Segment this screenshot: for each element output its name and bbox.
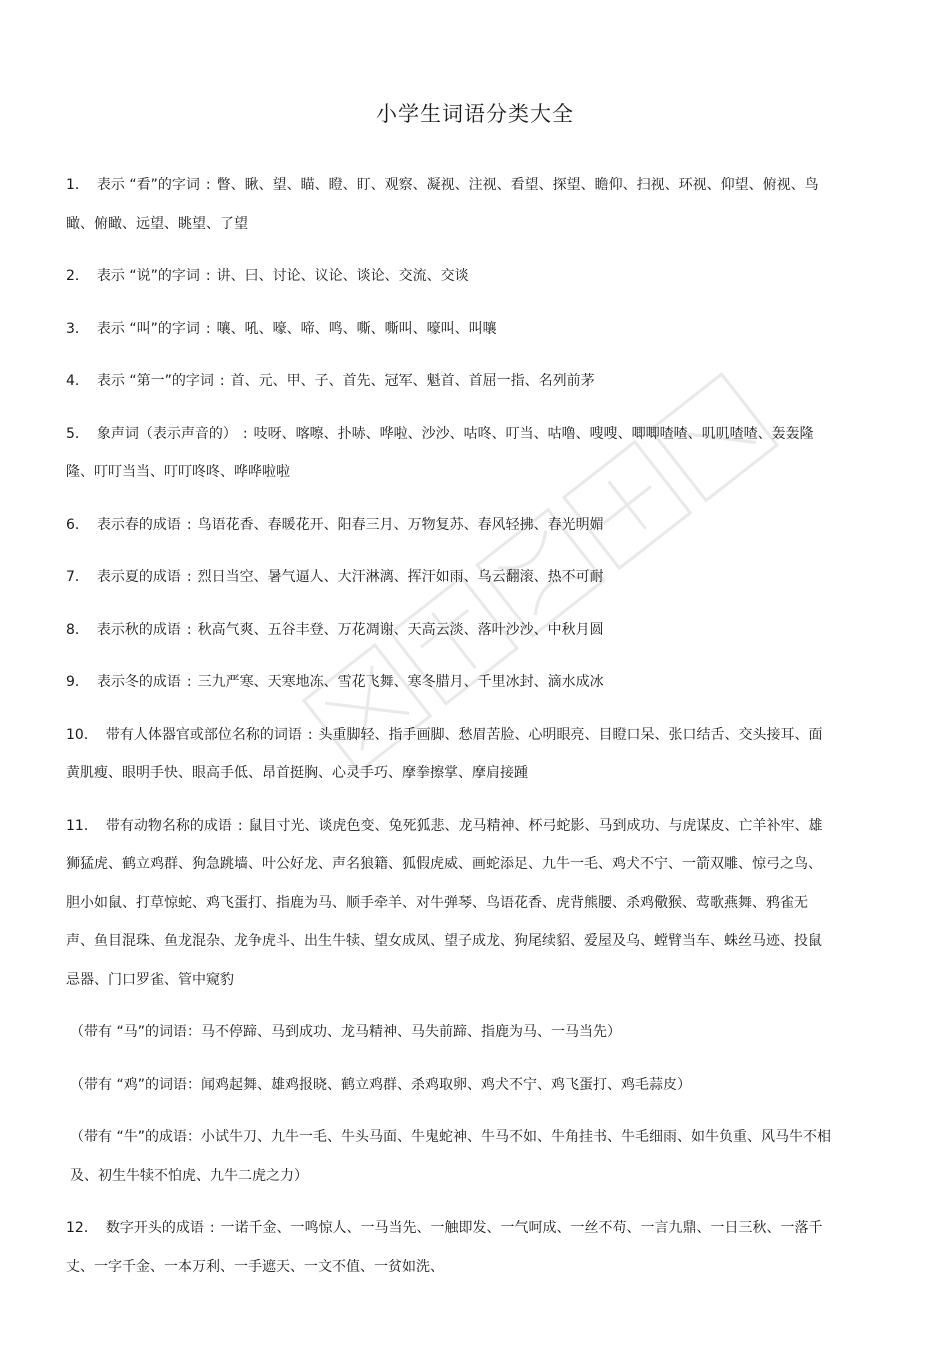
item-text: 吱呀、喀嚓、扑哧、哗啦、沙沙、咕咚、叮当、咕噜、嗖嗖、唧唧喳喳、叽叽喳喳、轰轰隆隆、叮叮当当、叮叮咚咚、哗哗啦啦 [66,425,814,480]
item-text: 嚷、吼、嚎、啼、鸣、嘶、嘶叫、嚎叫、叫嚷 [216,320,497,337]
item-text: 讲、曰、讨论、议论、谈论、交流、交谈 [216,268,469,284]
item-number: 11． [66,817,98,834]
item-text: 头重脚轻、指手画脚、愁眉苦脸、心明眼亮、目瞪口呆、张口结舌、交头接耳、面黄肌瘦、眼明手快、眼高手低、昂首挺胸、心灵手巧、摩拳擦掌、摩肩接踵 [66,726,823,781]
item-number: 7． [66,569,89,585]
sub-note: （带有 “马”的词语：马不停蹄、马到成功、龙马精神、马失前蹄、指鹿为马、一马当先） [70,1024,621,1040]
list-item: 7． 表示夏的成语 : 烈日当空、暑气逼人、大汗淋漓、挥汗如雨、乌云翻滚、热不可耐 [66,569,604,585]
item-label: 表示冬的成语 [96,674,181,690]
item-number: 8． [66,621,89,638]
list-item: 2． 表示 “说”的字词 : 讲、曰、讨论、议论、谈论、交流、交谈 [66,268,469,284]
item-label: 表示 “说”的字词 [96,268,200,284]
item-text: 三九严寒、天寒地冻、雪花飞舞、寒冬腊月、千里冰封、滴水成冰 [197,674,604,690]
item-label: 数字开头的成语 [105,1220,204,1236]
list-item: 12． 数字开头的成语 : 一诺千金、一鸣惊人、一马当先、一触即发、一气呵成、一丝不苟、一言九鼎、一日三秋、一落千丈、一字千金、一本万利、一手遮天、一文不值、一贫如洗、 [66,1220,823,1275]
sub-note: （带有 “鸡”的词语：闻鸡起舞、雄鸡报晓、鹤立鸡群、杀鸡取卵、鸡犬不宁、鸡飞蛋打、鸡毛蒜皮） [70,1076,691,1093]
list-item: 8． 表示秋的成语 : 秋高气爽、五谷丰登、万花凋谢、天高云淡、落叶沙沙、中秋月圆 [66,621,604,638]
item-label: 表示夏的成语 [96,569,181,585]
item-number: 12． [66,1220,98,1236]
item-label: 带有动物名称的成语 [105,817,232,834]
item-text: 鼠目寸光、谈虎色变、兔死狐悲、龙马精神、杯弓蛇影、马到成功、与虎谋皮、亡羊补牢、雄狮猛虎、鹤立鸡群、狗急跳墙、叶公好龙、声名狼籍、狐假虎威、画蛇添足、九牛一毛、鸡犬不宁、一箭双雕、惊弓之鸟、胆小如鼠、打草惊蛇、鸡飞蛋打、指鹿为马、顺手牵羊、对牛弹琴、鸟语花香、虎背熊腰、杀鸡儆猴、莺歌燕舞、鸦雀无声、鱼目混珠、鱼龙混杂、龙争虎斗、出生牛犊、望女成凤、望子成龙、狗尾续貂、爱屋及乌、螳臂当车、蛛丝马迹、投鼠忌器、门口罗雀、管中窥豹 [66,817,823,988]
item-text: 鸟语花香、春暖花开、阳春三月、万物复苏、春风轻拂、春光明媚 [197,516,604,533]
content-body [66,166,834,1300]
item-text: 一诺千金、一鸣惊人、一马当先、一触即发、一气呵成、一丝不苟、一言九鼎、一日三秋、一落千丈、一字千金、一本万利、一手遮天、一文不值、一贫如洗、 [66,1220,823,1275]
item-label: 表示 “看”的字词 [96,177,200,193]
list-item: 3． 表示 “叫”的字词 : 嚷、吼、嚎、啼、鸣、嘶、嘶叫、嚎叫、叫嚷 [66,320,497,337]
item-text: 烈日当空、暑气逼人、大汗淋漓、挥汗如雨、乌云翻滚、热不可耐 [197,569,604,585]
list-item: 9． 表示冬的成语 : 三九严寒、天寒地冻、雪花飞舞、寒冬腊月、千里冰封、滴水成冰 [66,674,604,690]
item-label: 表示 “第一”的字词 [96,373,214,389]
page-title: 小学生词语分类大全 [376,102,574,126]
list-item: 1． 表示 “看”的字词 : 瞥、瞅、望、瞄、瞪、盯、观察、凝视、注视、看望、探望、瞻仰、扫视、环视、仰望、俯视、鸟瞰、俯瞰、远望、眺望、了望 [66,177,819,232]
item-number: 3． [66,320,89,337]
list-item: 4． 表示 “第一”的字词 : 首、元、甲、子、首先、冠军、魁首、首屈一指、名列前茅 [66,373,595,389]
item-number: 5． [66,425,89,442]
item-label: 表示 “叫”的字词 [96,320,200,337]
item-number: 1． [66,177,89,193]
item-label: 表示春的成语 [96,516,181,533]
list-item: 10． 带有人体器官或部位名称的词语 : 头重脚轻、指手画脚、愁眉苦脸、心明眼亮、目瞪口呆、张口结舌、交头接耳、面黄肌瘦、眼明手快、眼高手低、昂首挺胸、心灵手巧、摩拳擦掌、摩肩接踵 [66,726,823,781]
item-number: 6． [66,516,89,533]
list-item: 5． 象声词（表示声音的） : 吱呀、喀嚓、扑哧、哗啦、沙沙、咕咚、叮当、咕噜、嗖嗖、唧唧喳喳、叽叽喳喳、轰轰隆隆、叮叮当当、叮叮咚咚、哗哗啦啦 [66,425,814,480]
item-label: 表示秋的成语 [96,621,181,638]
item-text: 首、元、甲、子、首先、冠军、魁首、首屈一指、名列前茅 [230,373,595,389]
item-number: 4． [66,373,89,389]
item-text: 瞥、瞅、望、瞄、瞪、盯、观察、凝视、注视、看望、探望、瞻仰、扫视、环视、仰望、俯视、鸟瞰、俯瞰、远望、眺望、了望 [66,177,819,232]
list-item: 11． 带有动物名称的成语 : 鼠目寸光、谈虎色变、兔死狐悲、龙马精神、杯弓蛇影、马到成功、与虎谋皮、亡羊补牢、雄狮猛虎、鹤立鸡群、狗急跳墙、叶公好龙、声名狼籍、狐假虎威、画蛇添足、九牛一毛、鸡犬不宁、一箭双雕、惊弓之鸟、胆小如鼠、打草惊蛇、鸡飞蛋打、指鹿为马、顺手牵羊、对牛弹琴、鸟语花香、虎背熊腰、杀鸡儆猴、莺歌燕舞、鸦雀无声、鱼目混珠、鱼龙混杂、龙争虎斗、出生牛犊、望女成凤、望子成龙、狗尾续貂、爱屋及乌、螳臂当车、蛛丝马迹、投鼠忌器、门口罗雀、管中窥豹 [66,817,823,988]
item-text: 秋高气爽、五谷丰登、万花凋谢、天高云淡、落叶沙沙、中秋月圆 [197,621,604,638]
list-item: 6． 表示春的成语 : 鸟语花香、春暖花开、阳春三月、万物复苏、春风轻拂、春光明媚 [66,516,604,533]
sub-note: （带有 “牛”的成语：小试牛刀、九牛一毛、牛头马面、牛鬼蛇神、牛马不如、牛角挂书、牛毛细雨、如牛负重、风马牛不相及、初生牛犊不怕虎、九牛二虎之力） [70,1129,831,1184]
item-number: 9． [66,674,89,690]
item-label: 象声词（表示声音的） [96,425,237,442]
item-label: 带有人体器官或部位名称的词语 [105,726,302,743]
item-number: 10． [66,726,98,743]
item-number: 2． [66,268,89,284]
